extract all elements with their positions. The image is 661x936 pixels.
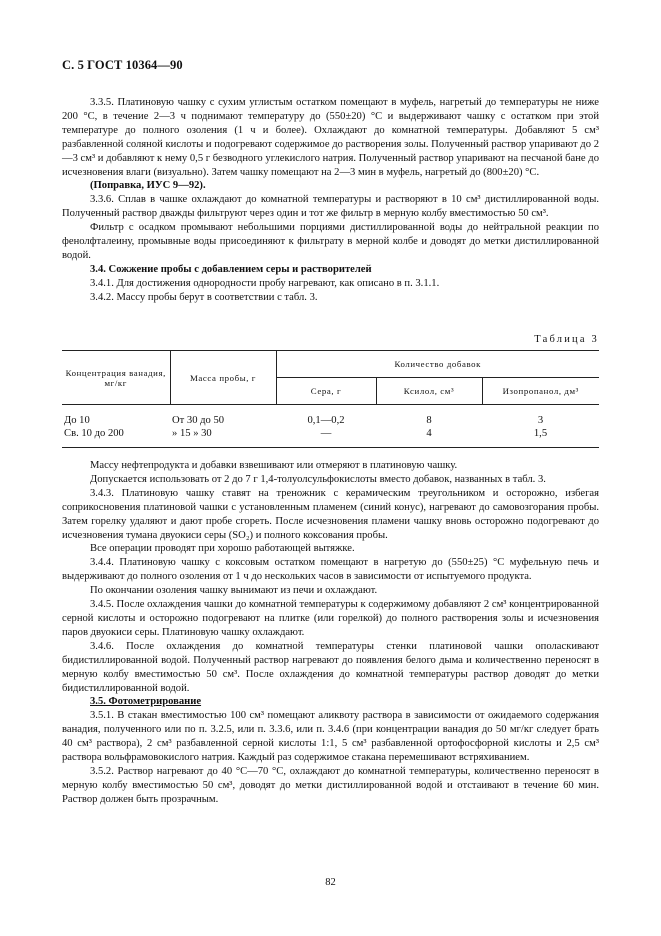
header-additives: Количество добавок — [276, 351, 599, 378]
header-isopropanol: Изопропанол, дм³ — [482, 378, 599, 405]
table-3 — [62, 350, 599, 448]
section-3-4-heading: 3.4. Сожжение пробы с добавлением серы и растворителей — [90, 263, 372, 275]
document-header: С. 5 ГОСТ 10364—90 — [62, 58, 183, 72]
paragraph-3-5-1: 3.5.1. В стакан вместимостью 100 см³ помещают аликвоту раствора в зависимости от ожидаемого содержания ванадия, полученного или по п. 3.2.5, или п. 3.3.6, или п. 3.4.6 (при концентрации ванадия до 50 мг/кг следует брать 40 см³ раствора), 2 см³ разбавленной серной кислоты 1:1, 5 см³ разбавленной ортофосфорной кислоты и 2,5 см³ раствора вольфрамовокислого натрия. Каждый раз содержимое стакана перемешивают встряхиванием. — [62, 710, 599, 764]
table-caption: Таблица 3 — [534, 334, 599, 345]
cell-conc: Св. 10 до 200 — [62, 427, 170, 447]
amendment-note: (Поправка, ИУС 9—92). — [90, 180, 206, 192]
cell-mass: От 30 до 50 — [172, 415, 225, 426]
paragraph-hood: Все операции проводят при хорошо работающей вытяжке. — [90, 543, 355, 555]
paragraph-3-4-5: 3.4.5. После охлаждения чашки до комнатной температуры к содержимому добавляют 2 см³ концентрированной серной кислоты и осторожно подогревают на плитке (или горелкой) до полного растворения золы и исчезновения паров двуокиси серы. Платиновую чашку охлаждают. — [62, 599, 599, 638]
cell-iso: 1,5 — [482, 427, 599, 447]
paragraph-3-4-3: 3.4.3. Платиновую чашку ставят на треножник с керамическим треугольником и осторожно, избегая соприкосновения платиновой чашки с установленным пламенем (синий конус), нагревают до самовозгорания пробы. Затем горелку удаляют и дают пробе сгореть. После исчезновения пламени чашку вновь осторожно подогревают до исчезновения тумана двуокиси серы (SO₂) и полного коксования пробы. — [62, 487, 599, 541]
page-number: 82 — [325, 877, 336, 888]
cell-xylene: 8 — [426, 415, 432, 426]
cell-xylene: 4 — [376, 427, 482, 447]
cell-mass: » 15 » 30 — [170, 427, 276, 447]
section-3-5-heading: 3.5. Фотометрирование — [90, 696, 202, 708]
paragraph-3-4-1: 3.4.1. Для достижения однородности пробу нагревают, как описано в п. 3.1.1. — [90, 277, 440, 289]
paragraph-3-4-6: 3.4.6. После охлаждения до комнатной температуры стенки платиновой чашки ополаскивают бидистиллированной водой. Полученный раствор нагревают до появления белого дыма и количественно переносят в мерную колбу вместимостью 50 см³. После охлаждения до комнатной температуры раствор доводят до метки бидистиллированной водой. — [62, 640, 599, 694]
body-text-bottom — [62, 459, 599, 807]
paragraph-mass-weigh: Массу нефтепродукта и добавки взвешивают или отмеряют в платиновую чашку. — [90, 460, 458, 471]
header-sulfur: Сера, г — [276, 378, 376, 405]
table-row — [62, 405, 599, 428]
paragraph-allowed: Допускается использовать от 2 до 7 г 1,4-толуолсульфокислоты вместо добавок, названных в табл. 3. — [90, 473, 546, 485]
cell-iso: 3 — [537, 415, 544, 426]
cell-conc: До 10 — [64, 415, 90, 426]
body-text-top — [62, 96, 599, 305]
paragraph-3-3-6: 3.3.6. Сплав в чашке охлаждают до комнатной температуры и растворяют в 10 см³ дистиллированной воды. Полученный раствор дважды фильтруют через один и тот же фильтр в мерную колбу вместимостью 50 см³. — [62, 194, 599, 220]
table-row — [62, 427, 599, 447]
header-mass: Масса пробы, г — [170, 351, 276, 405]
header-xylene: Ксилол, см³ — [376, 378, 482, 405]
cell-sulfur: 0,1—0,2 — [307, 415, 345, 426]
paragraph-3-4-4: 3.4.4. Платиновую чашку с коксовым остатком помещают в нагретую до (550±25) °С муфельную печь и выдерживают до полного озоления от 1 ч до нескольких часов в зависимости от испытуемого продукта. — [62, 557, 599, 583]
cell-sulfur: — — [276, 427, 376, 447]
header-concentration: Концентрация ванадия, мг/кг — [62, 351, 170, 405]
paragraph-3-4-2: 3.4.2. Массу пробы берут в соответствии с табл. 3. — [90, 291, 318, 303]
paragraph-3-3-5: 3.3.5. Платиновую чашку с сухим углистым остатком помещают в муфель, нагретый до температуры не ниже 200 °С, в течение 2—3 ч поднимают температуру до (550±20) °С и выдерживают чашку с остатком при этой температуре до полного озоления (1 ч и более). Охлаждают до комнатной температуры. Добавляют 5 см³ разбавленной соляной кислоты и подогревают содержимое до растворения золы. Полученный раствор упаривают до 2—3 см³ и добавляют к нему 0,5 г безводного углекислого натрия. Полученный раствор упаривают на песчаной бане до исчезновения влаги (визуально). Затем чашку помещают на 2—3 мин в муфель, нагретый до (800±20) °С. — [62, 97, 599, 178]
paragraph-3-5-2: 3.5.2. Раствор нагревают до 40 °С—70 °С, охлаждают до комнатной температуры, количественно переносят в мерную колбу вместимостью 50 см³, доводят до метки дистиллированной водой и отстаивают в течение 60 мин. Раствор должен быть прозрачным. — [62, 765, 599, 805]
paragraph-filter: Фильтр с осадком промывают небольшими порциями дистиллированной воды до нейтральной реакции по фенолфталеину, промывные воды присоединяют к фильтрату в мерной колбе и доводят до метки дистиллированной водой. — [62, 222, 599, 261]
page-header — [62, 58, 599, 73]
paragraph-ashing-end: По окончании озоления чашку вынимают из печи и охлаждают. — [90, 585, 378, 597]
